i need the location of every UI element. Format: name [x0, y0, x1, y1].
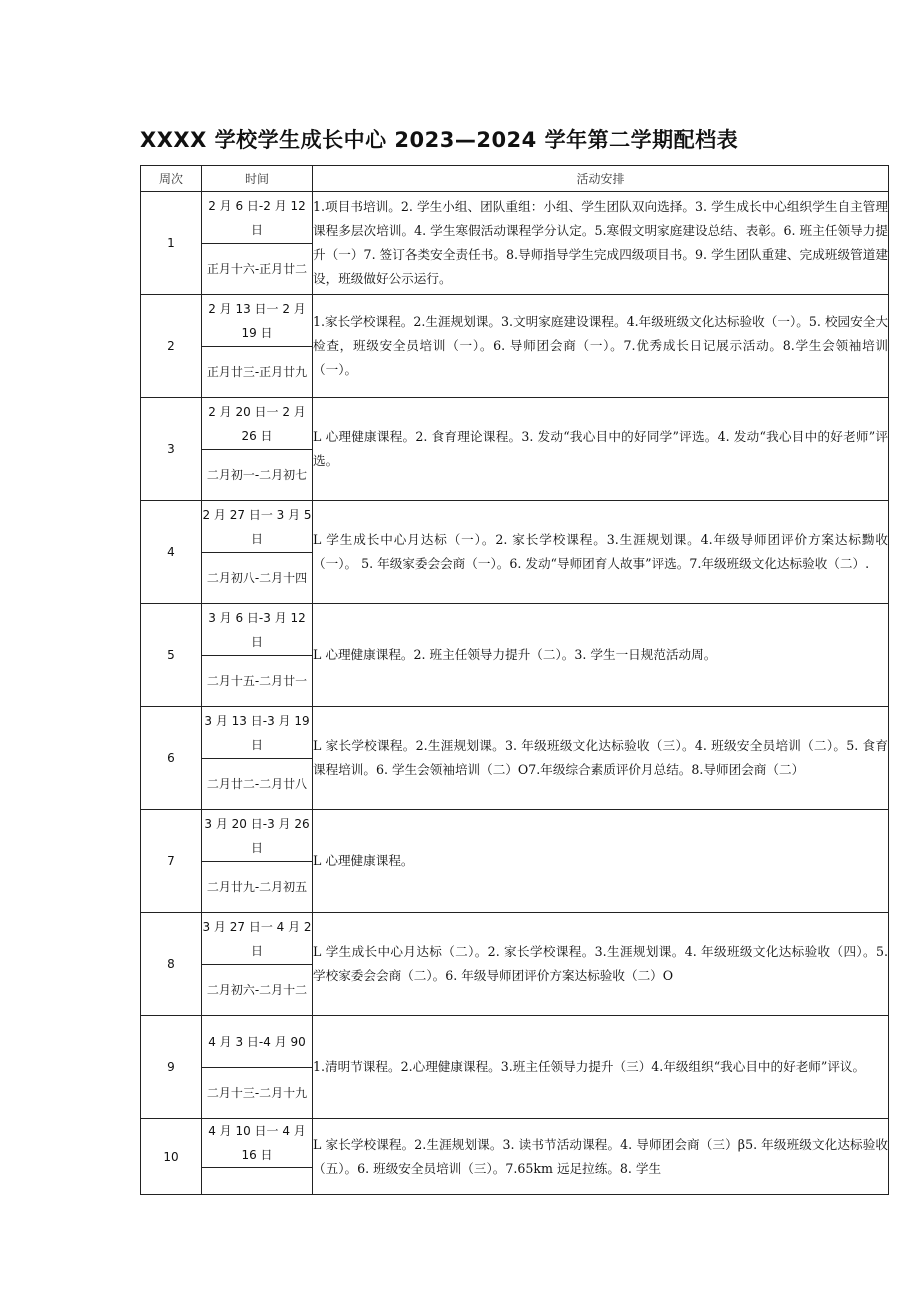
week-cell: 2 — [141, 295, 202, 398]
lunar-date-cell: 二月廿二-二月廿八 — [202, 759, 313, 810]
lunar-date-cell: 二月十三-二月十九 — [202, 1068, 313, 1119]
header-time: 时间 — [202, 166, 313, 192]
activity-cell: L 学生成长中心月达标（一）。2. 家长学校课程。3.生涯规划课。4.年级导师团评价方案达标黝收（一）。 5. 年级家委会会商（一）。6. 发动“导师团育人故事”评选。7.年级班级文化达标验收（二）. — [313, 501, 889, 604]
date-cell: 3 月 13 日-3 月 19 日 — [202, 707, 313, 759]
activity-cell: L 心理健康课程。2. 班主任领导力提升（二）。3. 学生一日规范活动周。 — [313, 604, 889, 707]
date-cell: 2 月 27 日一 3 月 5 日 — [202, 501, 313, 553]
activity-cell: L 家长学校课程。2.生涯规划课。3. 读书节活动课程。4. 导师团会商（三）β5. 年级班级文化达标验收（五）。6. 班级安全员培训（三）。7.65km 远足拉练。8. 学生 — [313, 1119, 889, 1195]
activity-cell: 1.家长学校课程。2.生涯规划课。3.文明家庭建设课程。4.年级班级文化达标验收（一）。5. 校园安全大检查，班级安全员培训（一）。6. 导师团会商（一）。7.优秀成长日记展示活动。8.学生会领袖培训（一）。 — [313, 295, 889, 398]
week-cell: 5 — [141, 604, 202, 707]
table-row — [141, 192, 889, 244]
table-row — [141, 604, 889, 656]
lunar-date-cell: 二月十五-二月廿一 — [202, 656, 313, 707]
lunar-date-cell — [202, 1168, 313, 1195]
activity-cell: 1.项目书培训。2. 学生小组、团队重组：小组、学生团队双向选择。3. 学生成长中心组织学生自主管理课程多层次培训。4. 学生寒假活动课程学分认定。5.寒假文明家庭建设总结、表彰。6. 班主任领导力提升（一）7. 签订各类安全责任书。8.导师指导学生完成四级项目书。9. 学生团队重建、完成班级管道建设，班级做好公示运行。 — [313, 192, 889, 295]
date-cell: 4 月 10 日一 4 月 16 日 — [202, 1119, 313, 1168]
lunar-date-cell: 正月十六-正月廿二 — [202, 244, 313, 295]
lunar-date-cell: 二月初八-二月十四 — [202, 553, 313, 604]
table-row — [141, 1016, 889, 1068]
week-cell: 8 — [141, 913, 202, 1016]
week-cell: 1 — [141, 192, 202, 295]
week-cell: 10 — [141, 1119, 202, 1195]
table-body — [141, 192, 889, 1195]
activity-cell: L 心理健康课程。2. 食育理论课程。3. 发动“我心目中的好同学”评选。4. 发动“我心目中的好老师”评选。 — [313, 398, 889, 501]
table-row — [141, 707, 889, 759]
week-cell: 4 — [141, 501, 202, 604]
lunar-date-cell: 正月廿三-正月廿九 — [202, 347, 313, 398]
header-week: 周次 — [141, 166, 202, 192]
activity-cell: 1.清明节课程。2.心理健康课程。3.班主任领导力提升（三）4.年级组织“我心目中的好老师”评议。 — [313, 1016, 889, 1119]
page-title: XXXX 学校学生成长中心 2023—2024 学年第二学期配档表 — [140, 128, 739, 152]
table-row — [141, 810, 889, 862]
table-row — [141, 1119, 889, 1168]
table-row — [141, 501, 889, 553]
table-row — [141, 913, 889, 965]
date-cell: 3 月 27 日一 4 月 2 日 — [202, 913, 313, 965]
date-cell: 3 月 20 日-3 月 26 日 — [202, 810, 313, 862]
activity-cell: L 学生成长中心月达标（二）。2. 家长学校课程。3.生涯规划课。4. 年级班级文化达标验收（四）。5. 学校家委会会商（二）。6. 年级导师团评价方案达标验收（二）O — [313, 913, 889, 1016]
lunar-date-cell: 二月初一-二月初七 — [202, 450, 313, 501]
lunar-date-cell: 二月初六-二月十二 — [202, 965, 313, 1016]
date-cell: 2 月 13 日一 2 月 19 日 — [202, 295, 313, 347]
activity-cell: L 心理健康课程。 — [313, 810, 889, 913]
schedule-table — [140, 165, 889, 1195]
table-row — [141, 295, 889, 347]
date-cell: 2 月 20 日一 2 月 26 日 — [202, 398, 313, 450]
week-cell: 3 — [141, 398, 202, 501]
date-cell: 4 月 3 日-4 月 90 — [202, 1016, 313, 1068]
week-cell: 6 — [141, 707, 202, 810]
date-cell: 2 月 6 日-2 月 12 日 — [202, 192, 313, 244]
week-cell: 7 — [141, 810, 202, 913]
table-header-row — [141, 166, 889, 192]
table-row — [141, 398, 889, 450]
lunar-date-cell: 二月廿九-二月初五 — [202, 862, 313, 913]
header-activity: 活动安排 — [313, 166, 889, 192]
date-cell: 3 月 6 日-3 月 12 日 — [202, 604, 313, 656]
activity-cell: L 家长学校课程。2.生涯规划课。3. 年级班级文化达标验收（三）。4. 班级安全员培训（二）。5. 食育课程培训。6. 学生会领袖培训（二）O7.年级综合素质评价月总结。8.导师团会商（二） — [313, 707, 889, 810]
week-cell: 9 — [141, 1016, 202, 1119]
